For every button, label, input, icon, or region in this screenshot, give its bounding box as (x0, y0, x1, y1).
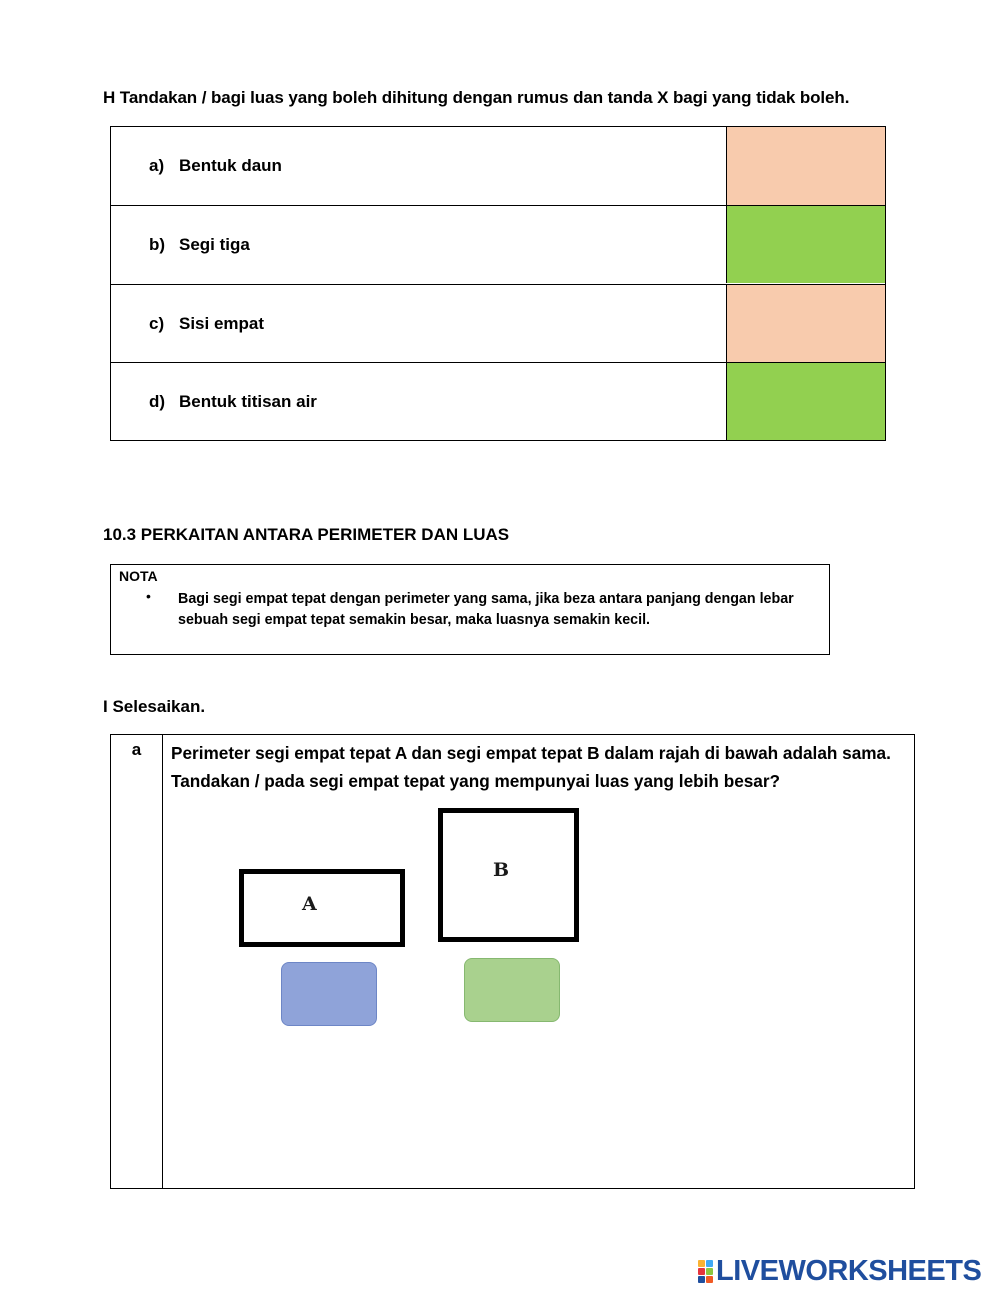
logo-text: LIVEWORKSHEETS (716, 1255, 982, 1287)
table-row (111, 284, 885, 362)
table-row (111, 362, 885, 440)
section-h-heading: H Tandakan / bagi luas yang boleh dihitung dengan rumus dan tanda X bagi yang tidak boleh. (103, 88, 850, 107)
row-label (149, 127, 282, 205)
row-label (149, 285, 264, 363)
section-h-table (110, 126, 886, 441)
section-i-heading: I Selesaikan. (103, 697, 206, 716)
answer-cell-c[interactable] (726, 285, 885, 362)
table-row (111, 205, 885, 283)
row-letter: c) (149, 314, 165, 333)
logo-square (698, 1268, 705, 1275)
answer-cell-b[interactable] (726, 206, 885, 283)
row-label (149, 206, 250, 284)
row-label (149, 363, 317, 441)
question-text: Perimeter segi empat tepat A dan segi empat tepat B dalam rajah di bawah adalah sama. Tandakan / pada segi empat tepat yang mempunyai luas yang lebih besar? (171, 743, 891, 791)
liveworksheets-logo[interactable] (698, 1255, 981, 1287)
nota-text: Bagi segi empat tepat dengan perimeter yang sama, jika beza antara panjang dengan lebar sebuah segi empat tepat semakin besar, maka luasnya semakin kecil. (178, 591, 794, 628)
nota-title: NOTA (119, 568, 158, 584)
answer-cell-a[interactable] (726, 127, 885, 205)
nota-box (110, 564, 830, 655)
section-i-table (110, 734, 915, 1189)
answer-cell-d[interactable] (726, 363, 885, 440)
row-letter: b) (149, 235, 166, 254)
section-10-3-heading: 10.3 PERKAITAN ANTARA PERIMETER DAN LUAS (103, 525, 510, 544)
logo-square (698, 1260, 705, 1267)
row-text: Sisi empat (179, 314, 265, 333)
logo-square (706, 1260, 713, 1267)
row-letter: a) (149, 156, 165, 175)
bullet-icon: • (146, 588, 151, 604)
rectangle-b-label: B (493, 859, 510, 881)
table-row (111, 127, 885, 205)
answer-box-a[interactable] (281, 962, 377, 1026)
logo-square (706, 1276, 713, 1283)
logo-square (698, 1276, 705, 1283)
column-divider (162, 735, 163, 1188)
rectangle-a (239, 869, 405, 947)
item-label: a (131, 740, 142, 759)
row-letter: d) (149, 392, 166, 411)
answer-box-b[interactable] (464, 958, 560, 1022)
row-text: Bentuk daun (179, 156, 282, 175)
logo-grid-icon (698, 1260, 713, 1283)
row-text: Segi tiga (179, 235, 250, 254)
row-text: Bentuk titisan air (179, 392, 317, 411)
logo-square (706, 1268, 713, 1275)
rectangle-b (438, 808, 579, 942)
rectangle-a-label: A (302, 893, 317, 915)
